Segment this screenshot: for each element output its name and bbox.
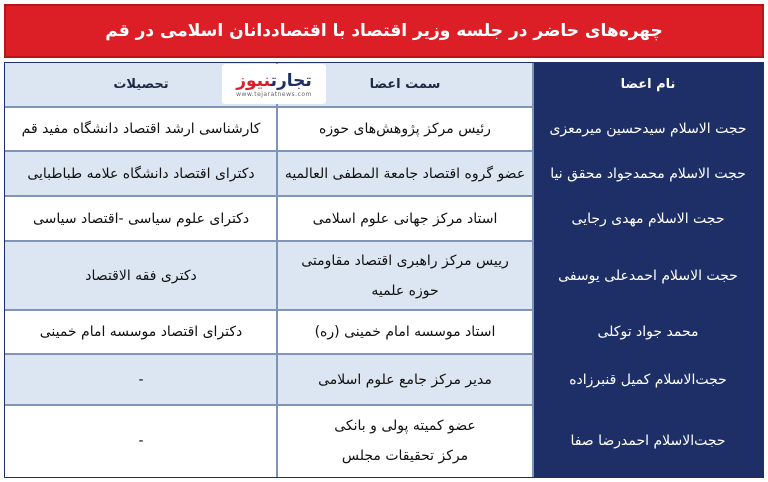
- column-divider: [532, 63, 534, 477]
- position-cell: [277, 405, 533, 477]
- tejarat-news-logo: [222, 64, 326, 104]
- member-name-cell: [533, 151, 763, 196]
- position-text: حوزه علمیه: [371, 282, 439, 299]
- header-name-label: نام اعضا: [620, 77, 676, 92]
- position-text: عضو گروه اقتصاد جامعة المطفی العالمیه: [284, 165, 526, 182]
- education-cell: [5, 405, 277, 477]
- page-title: چهره‌های حاضر در جلسه وزیر اقتصاد با اقتصاددانان اسلامی در قم: [105, 21, 663, 41]
- member-name-cell: [533, 196, 763, 241]
- position-cell: [277, 354, 533, 405]
- row-divider: [5, 195, 533, 197]
- title-bar: [4, 4, 764, 58]
- member-name: حجت الاسلام احمدعلی یوسفی: [558, 267, 738, 284]
- member-name: محمد جواد توکلی: [597, 324, 699, 340]
- position-cell: [277, 241, 533, 310]
- education-cell: [5, 241, 277, 310]
- member-name: حجت‌الاسلام کمیل قنبرزاده: [569, 371, 727, 388]
- member-name-cell: [533, 107, 763, 151]
- row-divider: [5, 309, 533, 311]
- logo-wordmark: [236, 71, 312, 91]
- education-text: کارشناسی ارشد اقتصاد دانشگاه مفید قم: [21, 121, 261, 137]
- row-divider: [5, 240, 533, 242]
- header-name: [533, 63, 763, 107]
- member-name-cell: [533, 354, 763, 405]
- member-name: حجت الاسلام سیدحسین میرمعزی: [549, 121, 747, 137]
- position-cell: [277, 310, 533, 354]
- education-text: -: [138, 371, 144, 388]
- member-name-cell: [533, 310, 763, 354]
- logo-word-1: تجارت: [270, 70, 312, 91]
- education-text: دکتری فقه الاقتصاد: [85, 267, 197, 284]
- row-divider: [5, 106, 533, 108]
- position-text: مرکز تحقیقات مجلس: [341, 448, 469, 464]
- education-cell: [5, 196, 277, 241]
- position-text: رئیس مرکز پژوهش‌های حوزه: [319, 121, 491, 137]
- header-position-label: سمت اعضا: [369, 77, 441, 92]
- position-text: استاد مرکز جهانی علوم اسلامی: [312, 210, 498, 227]
- position-text: رییس مرکز راهبری اقتصاد مقاومتی: [301, 252, 509, 269]
- education-cell: [5, 354, 277, 405]
- position-text: استاد موسسه امام خمینی (ره): [314, 324, 496, 340]
- member-name-cell: [533, 405, 763, 477]
- position-cell: [277, 196, 533, 241]
- members-table: [4, 62, 764, 478]
- member-name-cell: [533, 241, 763, 310]
- member-name: حجت الاسلام مهدی رجایی: [571, 210, 725, 227]
- member-name: حجت الاسلام محمدجواد محقق نیا: [550, 165, 746, 182]
- logo-word-2: نیوز: [236, 70, 271, 91]
- education-cell: [5, 310, 277, 354]
- position-text: مدیر مرکز جامع علوم اسلامی: [318, 371, 492, 388]
- education-cell: [5, 151, 277, 196]
- education-text: دکترای علوم سیاسی -اقتصاد سیاسی: [32, 210, 250, 227]
- row-divider: [5, 150, 533, 152]
- column-divider: [276, 63, 278, 477]
- header-education-label: تحصیلات: [113, 77, 169, 92]
- education-text: دکترای اقتصاد موسسه امام خمینی: [39, 324, 243, 340]
- row-divider: [5, 353, 533, 355]
- education-text: دکترای اقتصاد دانشگاه علامه طباطبایی: [27, 165, 255, 182]
- education-text: -: [138, 433, 144, 449]
- education-cell: [5, 107, 277, 151]
- position-text: عضو کمیته پولی و بانکی: [334, 418, 476, 434]
- position-cell: [277, 107, 533, 151]
- logo-url: www.tejaratnews.com: [236, 90, 312, 98]
- row-divider: [5, 404, 533, 406]
- position-cell: [277, 151, 533, 196]
- member-name: حجت‌الاسلام احمدرضا صفا: [570, 433, 726, 449]
